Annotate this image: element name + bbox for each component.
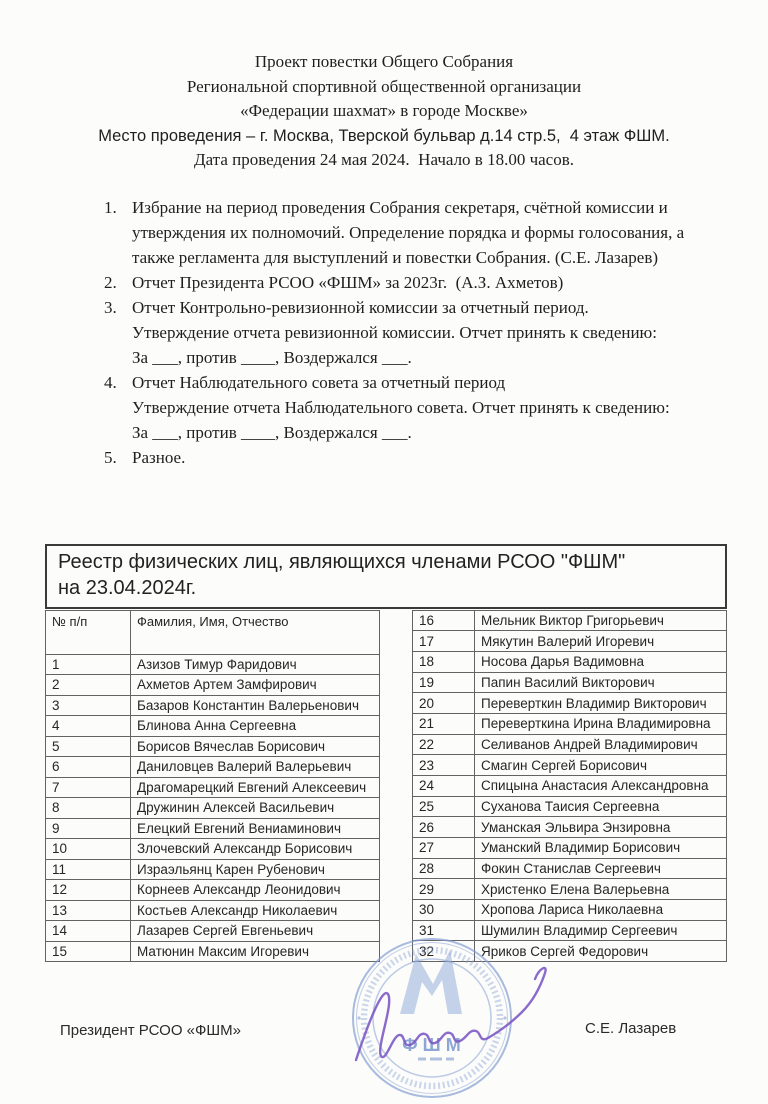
member-name: Злочевский Александр Борисович — [131, 839, 380, 860]
agenda-item — [104, 370, 734, 445]
agenda-item-number: 4. — [104, 372, 117, 392]
agenda-item-text: Отчет Контрольно-ревизионной комиссии за отчетный период. Утверждение отчета ревизионной комиссии. Отчет принять к сведению: За ___, против ____, Воздержался ___. — [132, 297, 657, 367]
member-name: Яриков Сергей Федорович — [475, 941, 727, 962]
member-name: Селиванов Андрей Владимирович — [475, 734, 727, 755]
president-name-label: С.Е. Лазарев — [585, 1020, 677, 1037]
member-name: Смагин Сергей Борисович — [475, 755, 727, 776]
table-row — [413, 796, 727, 817]
table-row — [46, 757, 380, 778]
member-name: Борисов Вячеслав Борисович — [131, 736, 380, 757]
member-number: 29 — [413, 879, 475, 900]
agenda-item — [104, 295, 734, 370]
member-number: 19 — [413, 672, 475, 693]
table-row — [413, 775, 727, 796]
document-header — [0, 0, 768, 173]
member-name: Ахметов Артем Замфирович — [131, 675, 380, 696]
member-name: Христенко Елена Валерьевна — [475, 879, 727, 900]
registry-table-left — [45, 610, 380, 963]
member-number: 24 — [413, 775, 475, 796]
member-name: Переверткина Ирина Владимировна — [475, 713, 727, 734]
table-row — [46, 716, 380, 737]
registry-tables — [45, 610, 768, 963]
table-row — [46, 695, 380, 716]
agenda-item-number: 5. — [104, 447, 117, 467]
column-header-name: Фамилия, Имя, Отчество — [131, 610, 380, 654]
member-name: Суханова Таисия Сергеевна — [475, 796, 727, 817]
member-name: Хропова Лариса Николаевна — [475, 899, 727, 920]
member-number: 12 — [46, 880, 131, 901]
agenda-item-number: 1. — [104, 197, 117, 217]
table-row — [46, 880, 380, 901]
agenda-item-text: Отчет Наблюдательного совета за отчетный период Утверждение отчета Наблюдательного совета. Отчет принять к сведению: За ___, против ____, Воздержался ___. — [132, 372, 670, 442]
member-number: 17 — [413, 631, 475, 652]
table-row — [413, 858, 727, 879]
member-name: Базаров Константин Валерьенович — [131, 695, 380, 716]
member-number: 16 — [413, 610, 475, 631]
table-row — [46, 736, 380, 757]
member-name: Мякутин Валерий Игоревич — [475, 631, 727, 652]
member-number: 3 — [46, 695, 131, 716]
member-name: Уманская Эльвира Энзировна — [475, 817, 727, 838]
table-header-row — [46, 610, 380, 654]
member-number: 28 — [413, 858, 475, 879]
member-number: 26 — [413, 817, 475, 838]
header-line-venue: Место проведения – г. Москва, Тверской бульвар д.14 стр.5, 4 этаж ФШМ. — [98, 126, 670, 145]
round-stamp-icon — [353, 939, 511, 1097]
table-row — [46, 818, 380, 839]
member-number: 23 — [413, 755, 475, 776]
table-row — [413, 837, 727, 858]
registry-table-right — [412, 610, 727, 963]
table-row — [413, 651, 727, 672]
member-number: 1 — [46, 654, 131, 675]
member-number: 21 — [413, 713, 475, 734]
member-name: Спицына Анастасия Александровна — [475, 775, 727, 796]
member-number: 8 — [46, 798, 131, 819]
member-number: 30 — [413, 899, 475, 920]
table-row — [413, 879, 727, 900]
member-name: Уманский Владимир Борисович — [475, 837, 727, 858]
member-number: 9 — [46, 818, 131, 839]
member-name: Лазарев Сергей Евгеньевич — [131, 921, 380, 942]
agenda-list — [104, 195, 734, 470]
header-line-date: Дата проведения 24 мая 2024. Начало в 18.00 часов. — [193, 150, 574, 169]
member-name: Носова Дарья Вадимовна — [475, 651, 727, 672]
agenda-item-text: Разное. — [132, 447, 186, 467]
member-number: 27 — [413, 837, 475, 858]
table-row — [413, 817, 727, 838]
table-row — [413, 693, 727, 714]
table-row — [46, 654, 380, 675]
table-row — [413, 610, 727, 631]
table-row — [413, 755, 727, 776]
member-name: Папин Василий Викторович — [475, 672, 727, 693]
member-number: 4 — [46, 716, 131, 737]
member-number: 25 — [413, 796, 475, 817]
table-row — [413, 631, 727, 652]
member-number: 32 — [413, 941, 475, 962]
header-line-3: «Федерации шахмат» в городе Москве» — [240, 101, 528, 120]
member-name: Блинова Анна Сергеевна — [131, 716, 380, 737]
member-number: 5 — [46, 736, 131, 757]
member-number: 20 — [413, 693, 475, 714]
member-name: Костьев Александр Николаевич — [131, 900, 380, 921]
member-number: 15 — [46, 941, 131, 962]
table-row — [46, 839, 380, 860]
member-number: 31 — [413, 920, 475, 941]
table-row — [413, 672, 727, 693]
member-name: Матюнин Максим Игоревич — [131, 941, 380, 962]
member-number: 6 — [46, 757, 131, 778]
table-row — [413, 713, 727, 734]
member-number: 11 — [46, 859, 131, 880]
table-row — [46, 900, 380, 921]
member-name: Корнеев Александр Леонидович — [131, 880, 380, 901]
agenda-item — [104, 195, 734, 270]
table-row — [46, 777, 380, 798]
stamp-and-signature — [330, 928, 560, 1104]
member-name: Дружинин Алексей Васильевич — [131, 798, 380, 819]
member-name: Переверткин Владимир Викторович — [475, 693, 727, 714]
stamp-center-text: ФШМ — [402, 1035, 466, 1055]
agenda-item-text: Избрание на период проведения Собрания секретаря, счётной комиссии и утверждения их полномочий. Определение порядка и формы голосования, а также регламента для выступлений и повестки Собрания. (С.Е. Лазарев) — [132, 197, 685, 267]
header-line-2: Региональной спортивной общественной организации — [186, 76, 582, 96]
member-number: 10 — [46, 839, 131, 860]
president-title-label: Президент РСОО «ФШМ» — [60, 1022, 241, 1039]
member-name: Мельник Виктор Григорьевич — [475, 610, 727, 631]
member-name: Драгомарецкий Евгений Алексеевич — [131, 777, 380, 798]
table-row — [413, 734, 727, 755]
member-number: 2 — [46, 675, 131, 696]
member-name: Фокин Станислав Сергеевич — [475, 858, 727, 879]
member-name: Елецкий Евгений Вениаминович — [131, 818, 380, 839]
agenda-item-number: 3. — [104, 297, 117, 317]
member-number: 7 — [46, 777, 131, 798]
member-number: 13 — [46, 900, 131, 921]
table-row — [46, 675, 380, 696]
member-name: Израэльянц Карен Рубенович — [131, 859, 380, 880]
agenda-item-text: Отчет Президента РСОО «ФШМ» за 2023г. (А.З. Ахметов) — [132, 272, 564, 292]
registry-title-line-1: Реестр физических лиц, являющихся членами РСОО "ФШМ" — [58, 550, 626, 573]
header-line-1: Проект повестки Общего Собрания — [254, 52, 514, 71]
column-header-num: № п/п — [46, 610, 131, 654]
member-name: Шумилин Владимир Сергеевич — [475, 920, 727, 941]
registry-title-line-2: на 23.04.2024г. — [58, 576, 197, 599]
table-row — [46, 859, 380, 880]
member-number: 14 — [46, 921, 131, 942]
table-row — [46, 798, 380, 819]
table-row — [413, 899, 727, 920]
member-name: Азизов Тимур Фаридович — [131, 654, 380, 675]
agenda-item — [104, 445, 734, 470]
member-number: 18 — [413, 651, 475, 672]
member-name: Даниловцев Валерий Валерьевич — [131, 757, 380, 778]
member-number: 22 — [413, 734, 475, 755]
agenda-item-number: 2. — [104, 272, 117, 292]
agenda-item — [104, 270, 734, 295]
registry-title-box — [45, 544, 727, 609]
